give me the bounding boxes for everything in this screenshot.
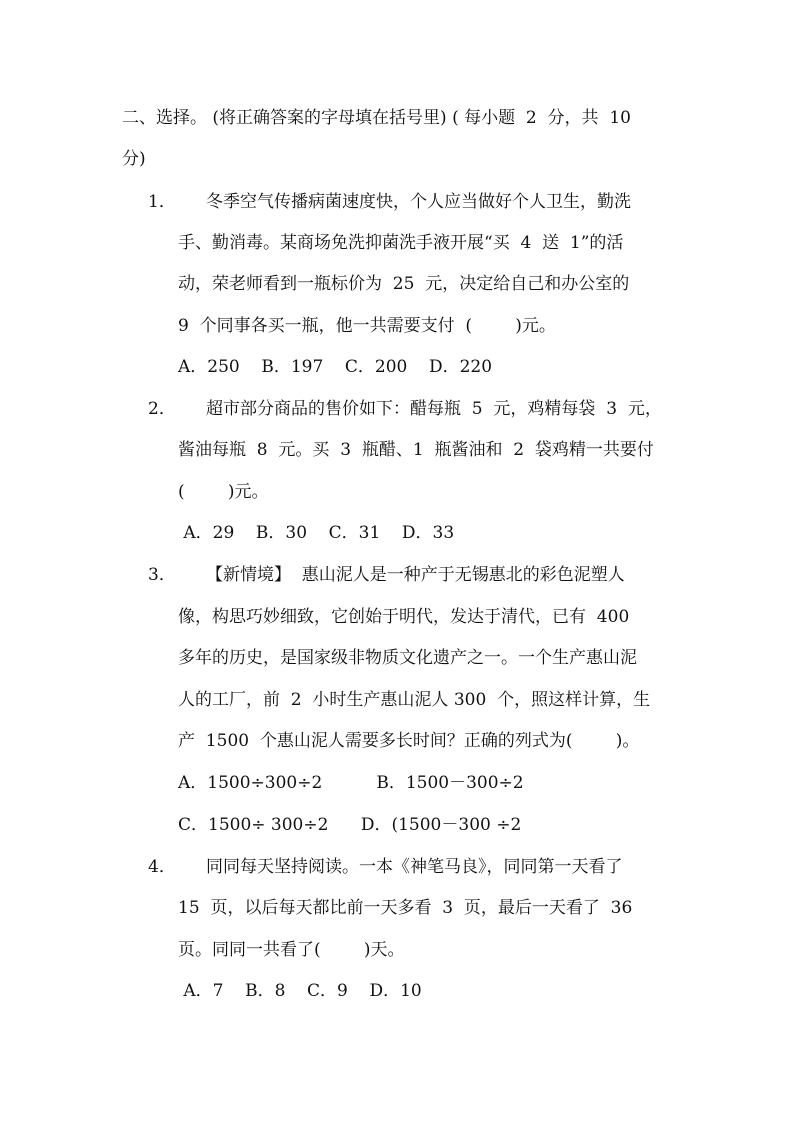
question-4-line-2: 15 页，以后每天都比前一天多看 3 页，最后一天看了 36 xyxy=(178,898,633,918)
question-1-line-1: 冬季空气传播病菌速度快，个人应当做好个人卫生，勤洗 xyxy=(206,192,631,212)
question-1-options: A．250 B．197 C．200 D．220 xyxy=(178,357,493,377)
question-4-line-3: 页。同同一共看了( )天。 xyxy=(178,940,405,960)
question-4-number: 4． xyxy=(148,857,176,877)
section-heading-line-1: 二、选择。 (将正确答案的字母填在括号里) ( 每小题 2 分，共 10 xyxy=(122,108,631,128)
question-1-number: 1． xyxy=(148,192,176,212)
question-2-options: A．29 B．30 C．31 D．33 xyxy=(178,523,455,543)
question-3-line-5: 产 1500 个惠山泥人需要多长时间？正确的列式为( )。 xyxy=(178,731,640,751)
question-2-line-3: ( )元。 xyxy=(178,482,269,502)
question-1-line-4: 9 个同事各买一瓶，他一共需要支付 ( )元。 xyxy=(178,316,556,336)
question-3-options-1: A．1500÷300÷2 B．1500－300÷2 xyxy=(178,773,524,793)
question-4-line-1: 同同每天坚持阅读。一本《神笔马良》，同同第一天看了 xyxy=(206,857,623,877)
question-3-line-2: 像，构思巧妙细致，它创始于明代，发达于清代，已有 400 xyxy=(178,607,630,627)
question-3-line-1: 【新情境】 惠山泥人是一种产于无锡惠北的彩色泥塑人 xyxy=(206,565,625,585)
question-1-line-2: 手、勤消毒。某商场免洗抑菌洗手液开展“买 4 送 1”的活 xyxy=(178,233,624,253)
question-3-line-3: 多年的历史，是国家级非物质文化遗产之一。一个生产惠山泥 xyxy=(178,648,637,668)
question-2-line-1: 超市部分商品的售价如下：醋每瓶 5 元，鸡精每袋 3 元， xyxy=(206,399,662,419)
question-4-options: A．7 B．8 C．9 D．10 xyxy=(178,981,422,1001)
section-heading-line-2: 分) xyxy=(122,149,146,169)
question-2-number: 2． xyxy=(148,399,176,419)
question-1-line-3: 动，荣老师看到一瓶标价为 25 元，决定给自己和办公室的 xyxy=(178,274,630,294)
question-3-options-2: C．1500÷ 300÷2 D．(1500－300 ÷2 xyxy=(178,815,522,835)
question-3-line-4: 人的工厂，前 2 小时生产惠山泥人 300 个，照这样计算，生 xyxy=(178,690,651,710)
question-2-line-2: 酱油每瓶 8 元。买 3 瓶醋、1 瓶酱油和 2 袋鸡精一共要付 xyxy=(178,440,654,460)
question-3-number: 3． xyxy=(148,565,176,585)
